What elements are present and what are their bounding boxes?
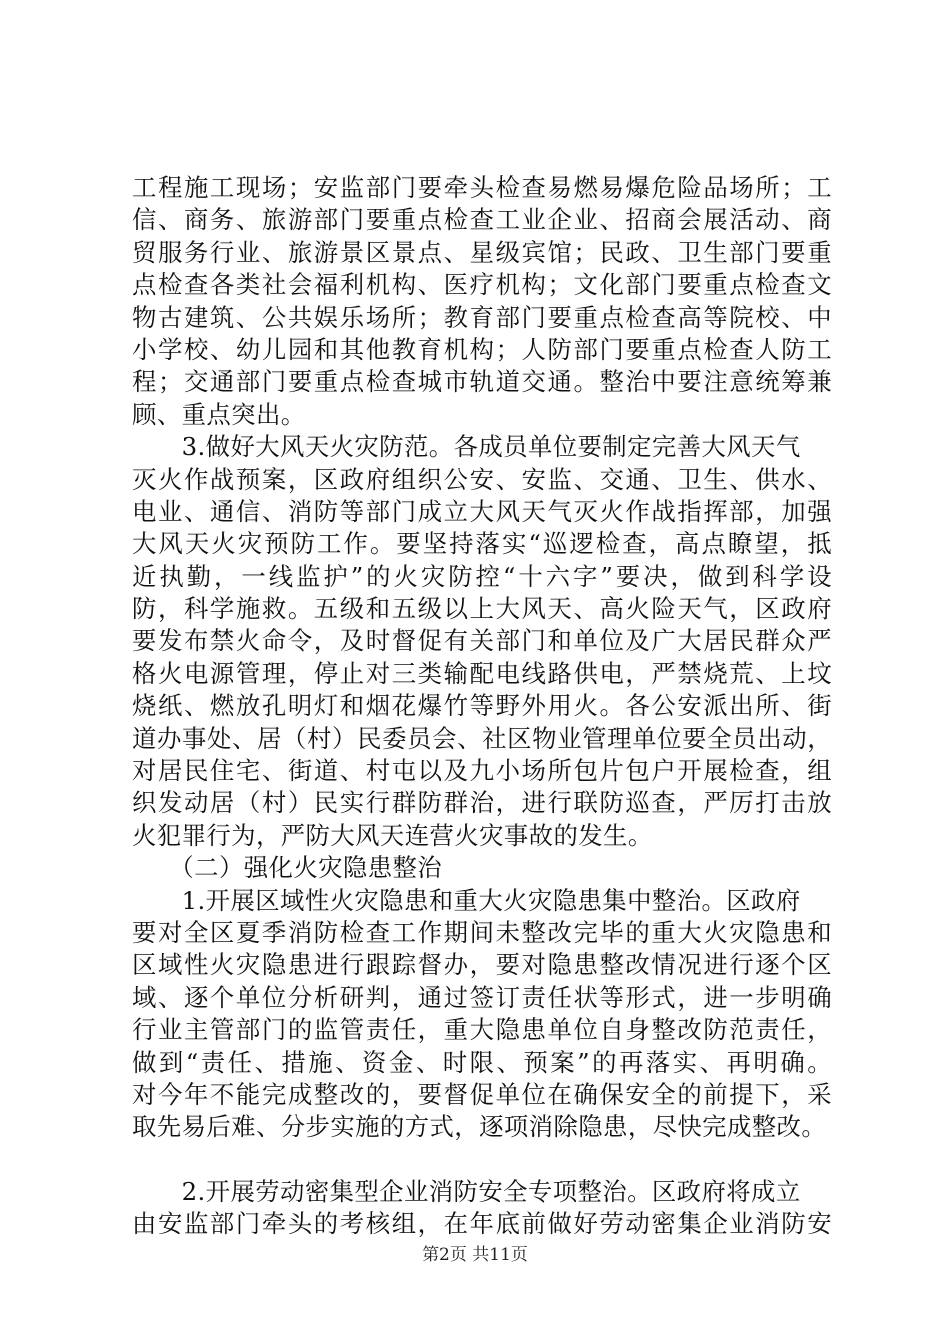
text-line: 灭火作战预案，区政府组织公安、安监、交通、卫生、供水、 [132, 464, 832, 494]
text-line: 做到“责任、措施、资金、时限、预案”的再落实、再明确。 [132, 1047, 832, 1077]
section-heading: （二）强化火灾隐患整治 [132, 853, 443, 883]
text-line: 近执勤，一线监护”的火灾防控“十六字”要决，做到科学设 [132, 561, 832, 591]
text-line: 3.做好大风天火灾防范。各成员单位要制定完善大风天气 [132, 432, 801, 462]
page-number: 第2页 共11页 [422, 1245, 528, 1265]
text-line: 织发动居（村）民实行群防群治，进行联防巡查，严厉打击放 [132, 788, 832, 818]
text-line: 信、商务、旅游部门要重点检查工业企业、招商会展活动、商 [132, 205, 832, 235]
text-line: 道办事处、居（村）民委员会、社区物业管理单位要全员出动， [132, 723, 832, 753]
text-line: 由安监部门牵头的考核组，在年底前做好劳动密集企业消防安 [132, 1209, 832, 1239]
text-line: 域、逐个单位分析研判，通过签订责任状等形式，进一步明确 [132, 982, 832, 1012]
text-line: 要对全区夏季消防检查工作期间未整改完毕的重大火灾隐患和 [132, 917, 832, 947]
text-line: 点检查各类社会福利机构、医疗机构；文化部门要重点检查文 [132, 270, 832, 300]
text-line: 顾、重点突出。 [132, 399, 306, 429]
text-line: 电业、通信、消防等部门成立大风天气灭火作战指挥部，加强 [132, 496, 832, 526]
text-line: 区域性火灾隐患进行跟踪督办，要对隐患整改情况进行逐个区 [132, 950, 832, 980]
text-line: 防，科学施救。五级和五级以上大风天、高火险天气，区政府 [132, 594, 832, 624]
text-line: 贸服务行业、旅游景区景点、星级宾馆；民政、卫生部门要重 [132, 237, 832, 267]
text-line: 取先易后难、分步实施的方式，逐项消除隐患，尽快完成整改。 [132, 1112, 827, 1142]
text-line: 1.开展区域性火灾隐患和重大火灾隐患集中整治。区政府 [132, 885, 801, 915]
text-line: 大风天火灾预防工作。要坚持落实“巡逻检查，高点瞭望，抵 [132, 529, 832, 559]
text-line: 行业主管部门的监管责任，重大隐患单位自身整改防范责任， [132, 1015, 832, 1045]
text-line: 程；交通部门要重点检查城市轨道交通。整治中要注意统筹兼 [132, 367, 832, 397]
page-footer [0, 1240, 950, 1265]
text-line: 工程施工现场；安监部门要牵头检查易燃易爆危险品场所；工 [132, 173, 832, 202]
text-line: 格火电源管理，停止对三类输配电线路供电，严禁烧荒、上坟 [132, 658, 832, 688]
text-line: 火犯罪行为，严防大风天连营火灾事故的发生。 [132, 820, 653, 850]
text-line: 物古建筑、公共娱乐场所；教育部门要重点检查高等院校、中 [132, 302, 832, 332]
text-line: 对今年不能完成整改的，要督促单位在确保安全的前提下，采 [132, 1079, 832, 1109]
text-line: 要发布禁火命令，及时督促有关部门和单位及广大居民群众严 [132, 626, 832, 656]
document-body [132, 172, 832, 1241]
paragraph-gap [132, 1144, 832, 1176]
text-line: 烧纸、燃放孔明灯和烟花爆竹等野外用火。各公安派出所、街 [132, 691, 832, 721]
text-line: 小学校、幼儿园和其他教育机构；人防部门要重点检查人防工 [132, 334, 832, 364]
text-line: 2.开展劳动密集型企业消防安全专项整治。区政府将成立 [132, 1176, 801, 1206]
text-line: 对居民住宅、街道、村屯以及九小场所包片包户开展检查，组 [132, 756, 832, 786]
